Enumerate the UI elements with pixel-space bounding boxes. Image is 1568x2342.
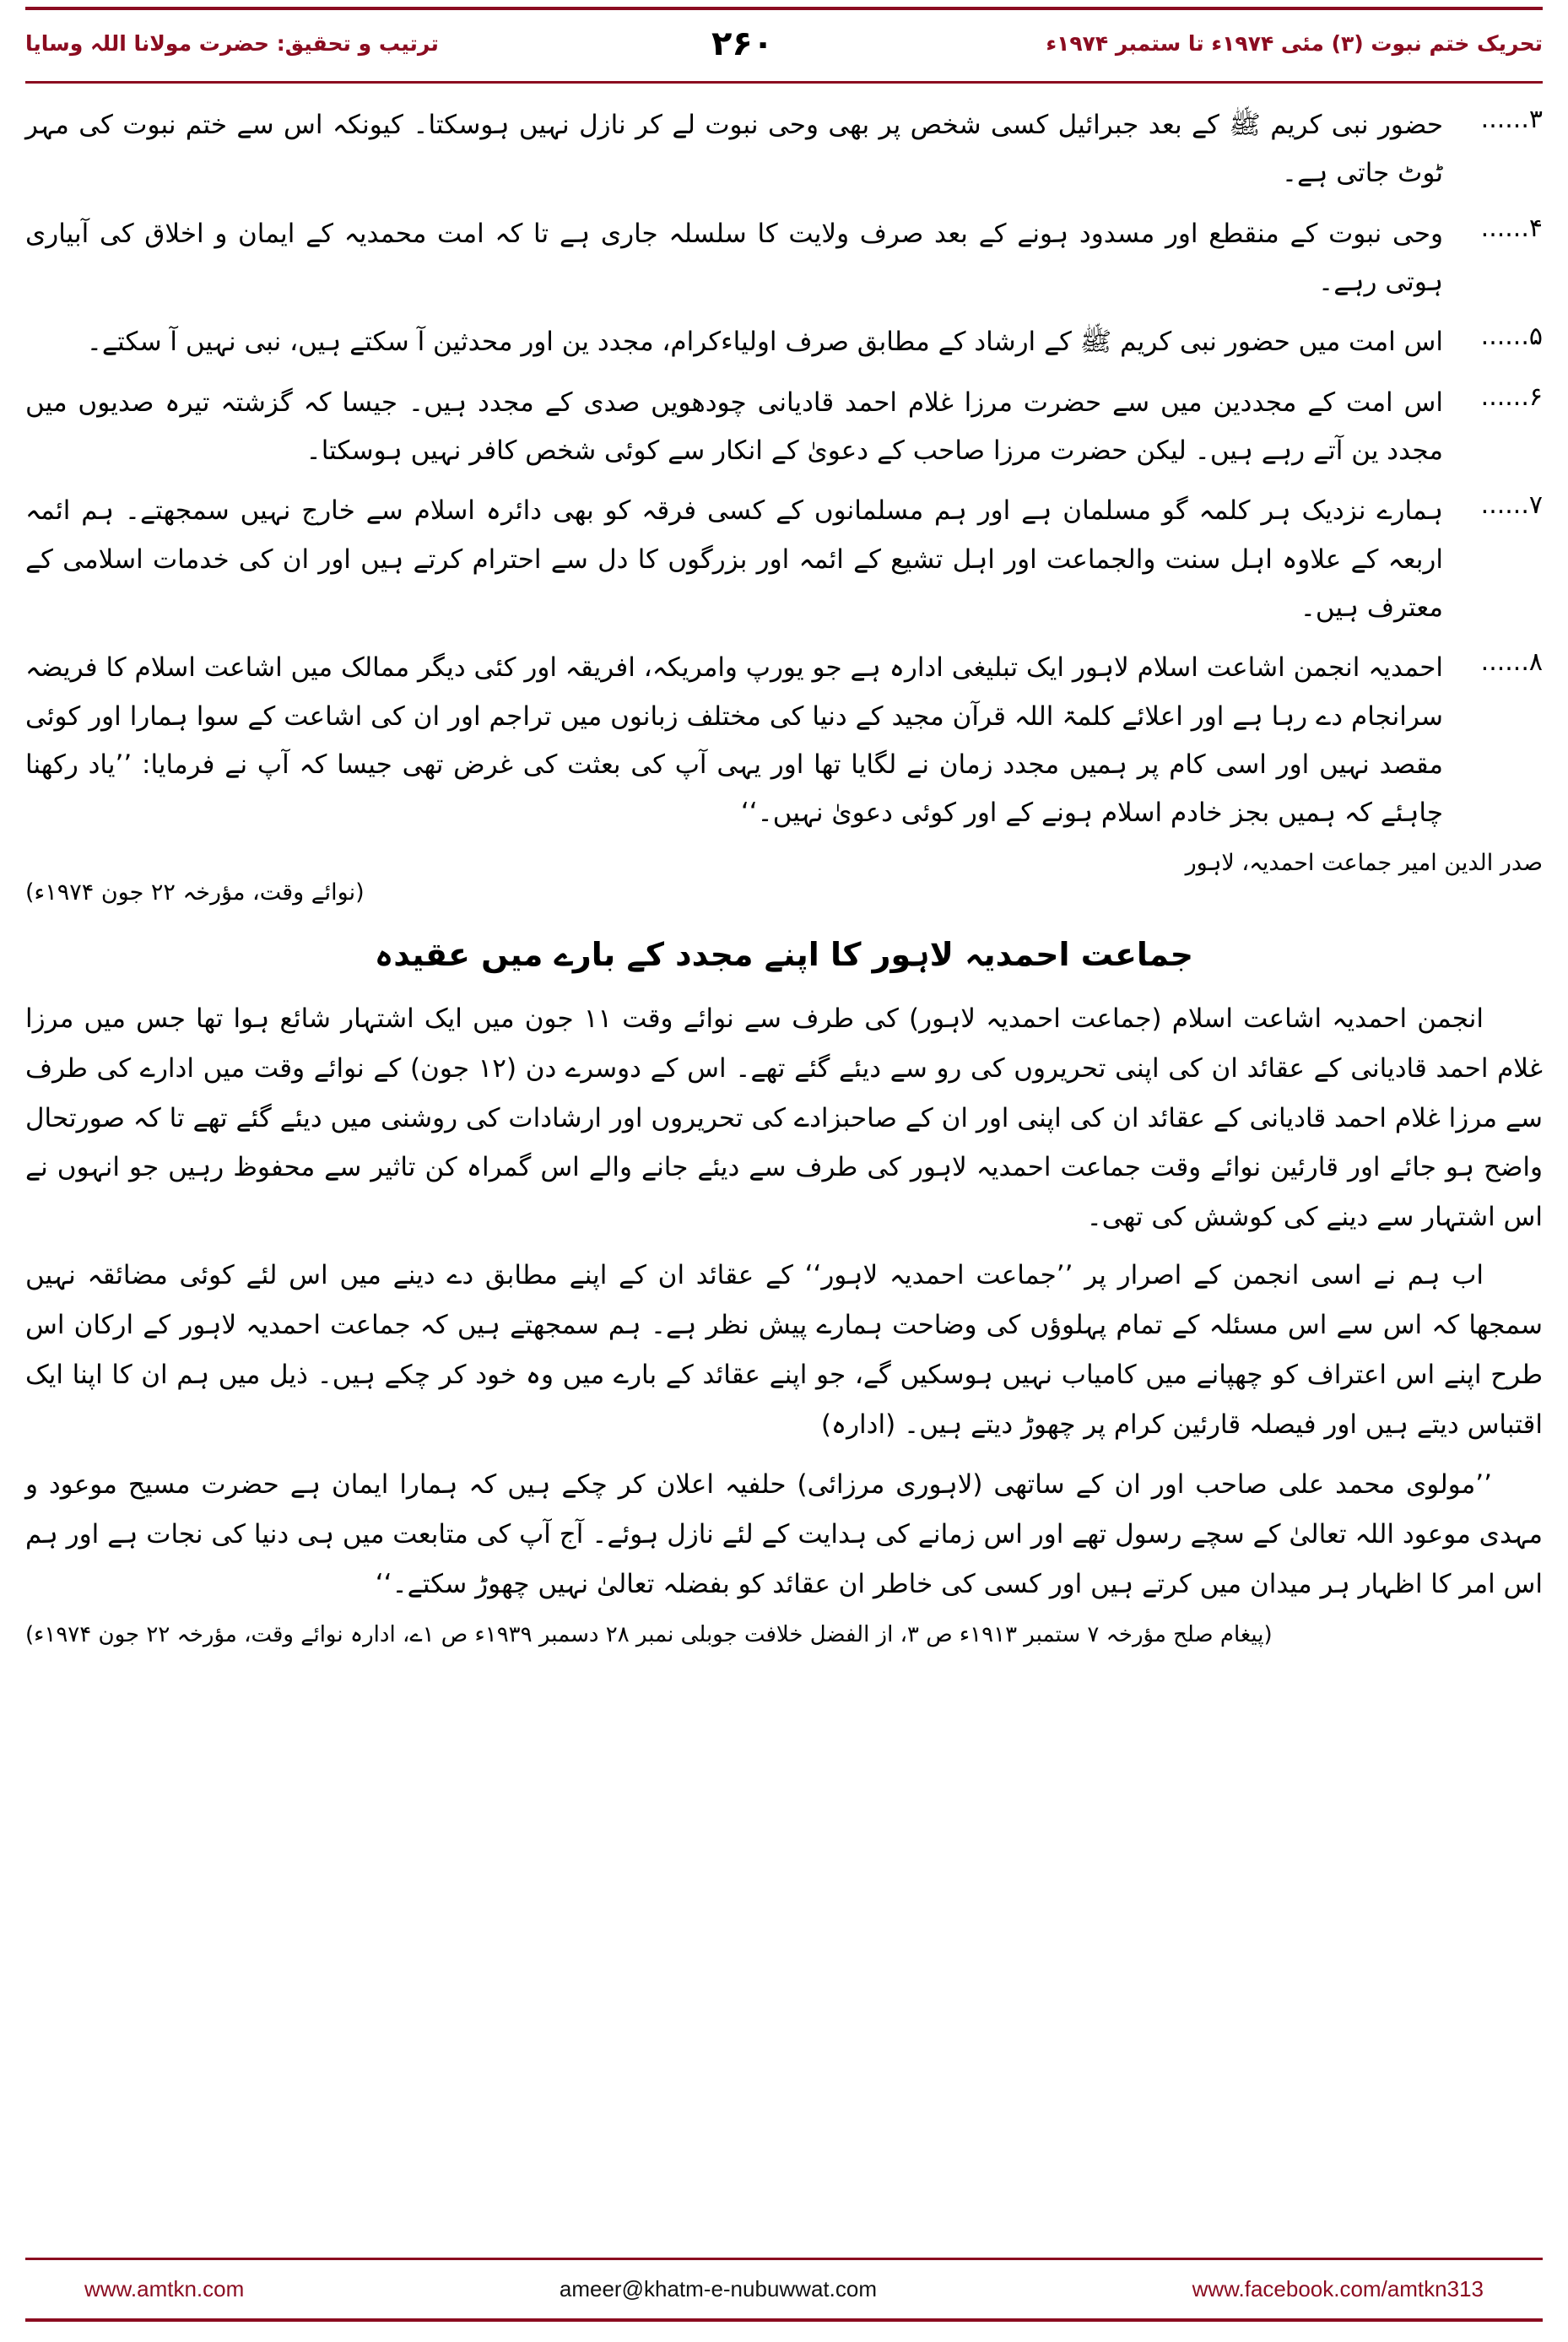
footer-divider-bottom — [25, 2318, 1543, 2322]
list-item-text: ہمارے نزدیک ہر کلمہ گو مسلمان ہے اور ہم مسلمانوں کے کسی فرقہ کو بھی دائرہ اسلام سے خارج نہیں سمجھتے۔ ہم ائمہ اربعہ کے علاوہ اہل سنت والجماعت اور اہل تشیع کے ائمہ اور بزرگوں کا دل سے احترام کرتے ہیں اور ان کی خدمات اسلامی کے معترف ہیں۔ — [25, 495, 1443, 624]
list-item — [25, 644, 1543, 837]
footer-email-link[interactable]: ameer@khatm-e-nubuwwat.com — [559, 2275, 877, 2301]
footer-divider-top — [25, 2258, 1543, 2260]
paragraph: انجمن احمدیہ اشاعت اسلام (جماعت احمدیہ لاہور) کی طرف سے نوائے وقت ۱۱ جون میں ایک اشتہار شائع ہوا تھا جس میں مرزا غلام احمد قادیانی کے عقائد ان کی اپنی تحریروں کی رو سے دیئے گئے تھے۔ اس کے دوسرے دن (۱۲ جون) کے نوائے وقت میں ادارے کی طرف سے مرزا غلام احمد قادیانی کے عقائد ان کی اپنی اور ان کے صاحبزادے کی تحریروں اور ارشادات کی روشنی میں دیئے گئے تھے تا کہ صورتحال واضح ہو جائے اور قارئین نوائے وقت جماعت احمدیہ لاہور کی طرف سے دیئے جانے والے اس گمراہ کن تاثیر سے محفوظ رہیں جو انہوں نے اس اشتہار سے دینے کی کوشش کی تھی۔ — [25, 1003, 1543, 1233]
list-item-text: احمدیہ انجمن اشاعت اسلام لاہور ایک تبلیغی ادارہ ہے جو یورپ وامریکہ، افریقہ اور کئی دیگر ممالک میں اشاعت اسلام کا فریضہ سرانجام دے رہا ہے اور اعلائے کلمۃ اللہ قرآن مجید کے دنیا کی مختلف زبانوں میں تراجم اور ان کی اشاعت کے سوا ہمارا اور کوئی مقصد نہیں اور اسی کام پر ہمیں مجدد زمان نے لگایا تھا اور یہی آپ کی بعثت کی غرض تھی جیسا کہ آپ نے فرمایا: ’’یاد رکھنا چاہئے کہ ہمیں بجز خادم اسلام ہونے کے اور کوئی دعویٰ نہیں۔‘‘ — [25, 652, 1443, 829]
header-divider-top — [25, 7, 1543, 10]
source-citation-1: (نوائے وقت، مؤرخہ ۲۲ جون ۱۹۷۴ء) — [25, 879, 365, 906]
page-content — [25, 101, 1543, 1652]
footer-website-link[interactable]: www.amtkn.com — [84, 2275, 245, 2301]
footer-facebook-link[interactable]: www.facebook.com/amtkn313 — [1192, 2275, 1484, 2301]
list-item — [25, 210, 1543, 307]
list-item-marker: ۸...... — [1480, 647, 1543, 678]
header-editor-credit: ترتیب و تحقیق: حضرت مولانا اللہ وسایا — [25, 31, 439, 56]
list-item-text: اس امت میں حضور نبی کریم ﷺ کے ارشاد کے مطابق صرف اولیاءکرام، مجدد ین اور محدثین آ سکتے ہیں، نبی نہیں آ سکتے۔ — [86, 327, 1443, 358]
list-item-marker: ۳...... — [1480, 105, 1543, 134]
footer-links-row — [25, 2269, 1543, 2308]
header-row — [25, 20, 1543, 68]
page-header — [0, 0, 1568, 88]
paragraph: اب ہم نے اسی انجمن کے اصرار پر ’’جماعت احمدیہ لاہور‘‘ کے عقائد ان کے اپنے مطابق دے دینے میں اس لئے کوئی مضائقہ نہیں سمجھا کہ اس سے اس مسئلہ کے تمام پہلوؤں کی وضاحت ہمارے پیش نظر ہے۔ ہم سمجھتے ہیں کہ جماعت احمدیہ لاہور کے ارکان اس طرح اپنے اس اعتراف کو چھپانے میں کامیاب نہیں ہوسکیں گے، جو اپنے عقائد کے بارے میں وہ خود کر چکے ہیں۔ ذیل میں ہم ان کا اپنا ایک اقتباس دیتے ہیں اور فیصلہ قارئین کرام پر چھوڑ دیتے ہیں۔ (ادارہ) — [25, 1260, 1543, 1440]
list-item — [25, 101, 1543, 198]
header-divider-bottom — [25, 81, 1543, 84]
list-item — [25, 487, 1543, 632]
list-item-text: حضور نبی کریم ﷺ کے بعد جبرائیل کسی شخص پر بھی وحی نبوت لے کر نازل نہیں ہوسکتا۔ کیونکہ اس سے ختم نبوت کی مہر ٹوٹ جاتی ہے۔ — [25, 110, 1443, 189]
quotation-block: ’’مولوی محمد علی صاحب اور ان کے ساتھی (لاہوری مرزائی) حلفیہ اعلان کر چکے ہیں کہ ہمارا ایمان ہے حضرت مسیح موعود و مہدی موعود اللہ تعالیٰ کے سچے رسول تھے اور اس زمانے کی ہدایت کے لئے نازل ہوئے۔ آج آپ کی متابعت میں ہی دنیا کی نجات ہے اور ہم اس امر کا اظہار ہر میدان میں کرتے ہیں اور کسی کی خاطر ان عقائد کو بفضلہ تعالیٰ نہیں چھوڑ سکتے۔‘‘ — [25, 1468, 1543, 1599]
section-heading: جماعت احمدیہ لاہور کا اپنے مجدد کے بارے میں عقیدہ — [374, 935, 1194, 973]
list-item-marker: ۴...... — [1480, 213, 1543, 243]
numbered-points-list — [25, 101, 1543, 838]
signature-name: صدر الدین امیر جماعت احمدیہ، لاہور — [1185, 849, 1543, 876]
list-item — [25, 379, 1543, 476]
list-item-marker: ۷...... — [1480, 490, 1543, 521]
signature-line — [25, 850, 1543, 876]
page-number: ۲۶۰ — [711, 24, 774, 63]
page-footer — [0, 2241, 1568, 2342]
list-item — [25, 318, 1543, 366]
list-item-marker: ۵...... — [1480, 322, 1543, 352]
list-item-text: اس امت کے مجددین میں سے حضرت مرزا غلام احمد قادیانی چودھویں صدی کے مجدد ہیں۔ جیسا کہ گزشتہ تیرہ صدیوں میں مجدد ین آتے رہے ہیں۔ لیکن حضرت مرزا صاحب کے دعویٰ کے انکار سے کوئی شخص کافر نہیں ہوسکتا۔ — [25, 387, 1443, 467]
list-item-text: وحی نبوت کے منقطع اور مسدود ہونے کے بعد صرف ولایت کا سلسلہ جاری ہے تا کہ امت محمدیہ کے ایمان و اخلاق کی آبیاری ہوتی رہے۔ — [25, 218, 1443, 298]
source-citation-2: (پیغام صلح مؤرخہ ۷ ستمبر ۱۹۱۳ء ص ۳، از الفضل خلافت جوبلی نمبر ۲۸ دسمبر ۱۹۳۹ء ص ۱ے، ادارہ نوائے وقت، مؤرخہ ۲۲ جون ۱۹۷۴ء) — [25, 1621, 1273, 1647]
list-item-marker: ۶...... — [1480, 381, 1543, 412]
header-book-title: تحریک ختم نبوت (۳) مئی ۱۹۷۴ء تا ستمبر ۱۹۷۴ء — [1046, 31, 1543, 56]
